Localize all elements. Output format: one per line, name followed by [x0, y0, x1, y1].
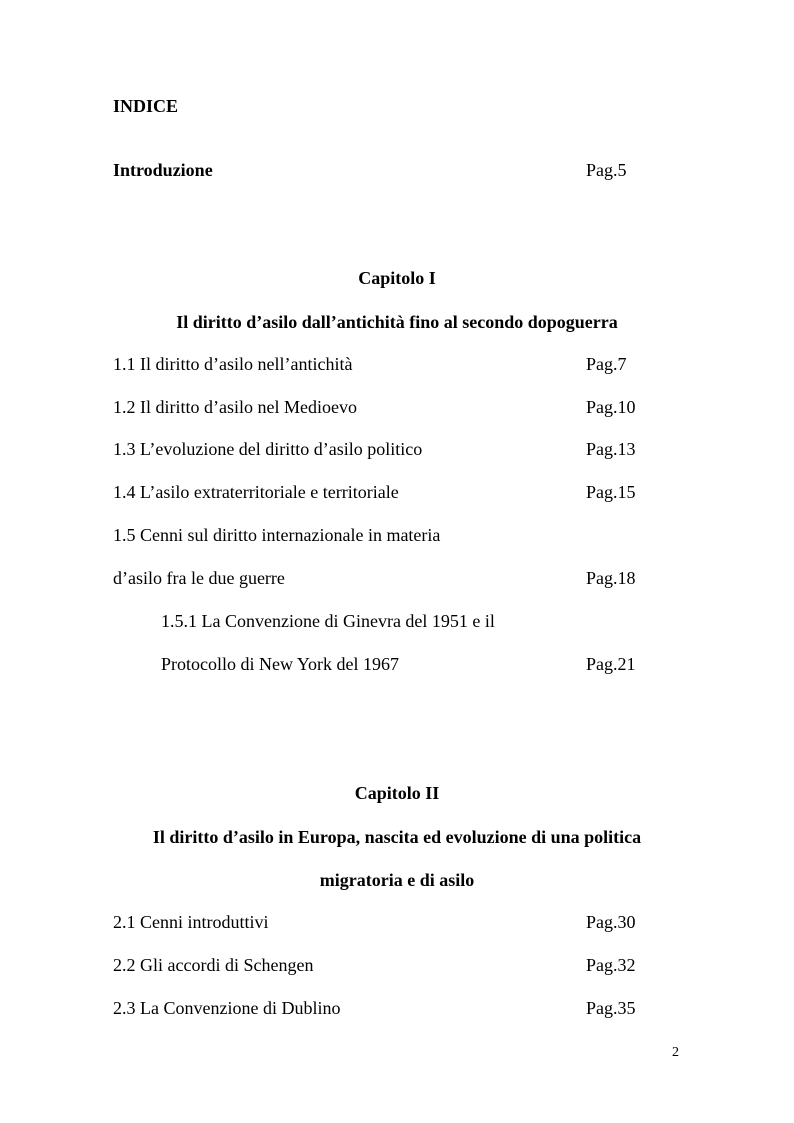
toc-entry-1-5-page: Pag.18 [586, 568, 636, 588]
toc-entry-1-1-title: 1.1 Il diritto d’asilo nell’antichità [113, 354, 353, 374]
toc-entry-2-3-title: 2.3 La Convenzione di Dublino [113, 998, 341, 1018]
toc-entry-1-2-page: Pag.10 [586, 397, 636, 417]
toc-entry-1-5-1-page: Pag.21 [586, 654, 636, 674]
toc-entry-2-1-page: Pag.30 [586, 912, 636, 932]
toc-entry-1-1-page: Pag.7 [586, 354, 627, 374]
page-number: 2 [672, 1045, 679, 1060]
toc-entry-1-5-1-title-line1: 1.5.1 La Convenzione di Ginevra del 1951 e il [161, 611, 495, 631]
toc-entry-1-2-title: 1.2 Il diritto d’asilo nel Medioevo [113, 397, 357, 417]
toc-entry-1-5-title-line2: d’asilo fra le due guerre [113, 568, 285, 588]
toc-entry-2-1-title: 2.1 Cenni introduttivi [113, 912, 269, 932]
toc-entry-introduction-title: Introduzione [113, 160, 213, 180]
toc-entry-1-5-1-title-line2: Protocollo di New York del 1967 [161, 654, 399, 674]
chapter-2-label: Capitolo II [354, 783, 440, 803]
toc-entry-1-4-title: 1.4 L’asilo extraterritoriale e territoriale [113, 482, 399, 502]
chapter-2-title-line2: migratoria e di asilo [319, 870, 475, 890]
toc-entry-2-2-title: 2.2 Gli accordi di Schengen [113, 955, 314, 975]
toc-entry-2-2-page: Pag.32 [586, 955, 636, 975]
toc-entry-1-5-title-line1: 1.5 Cenni sul diritto internazionale in materia [113, 525, 441, 545]
toc-entry-1-3-page: Pag.13 [586, 439, 636, 459]
chapter-1-title: Il diritto d’asilo dall’antichità fino al secondo dopoguerra [176, 312, 618, 332]
toc-entry-2-3-page: Pag.35 [586, 998, 636, 1018]
toc-entry-introduction-page: Pag.5 [586, 160, 627, 180]
toc-entry-1-3-title: 1.3 L’evoluzione del diritto d’asilo politico [113, 439, 423, 459]
toc-entry-1-4-page: Pag.15 [586, 482, 636, 502]
index-heading: INDICE [113, 96, 179, 116]
chapter-2-title-line1: Il diritto d’asilo in Europa, nascita ed evoluzione di una politica [152, 827, 642, 847]
chapter-1-label: Capitolo I [358, 268, 436, 288]
